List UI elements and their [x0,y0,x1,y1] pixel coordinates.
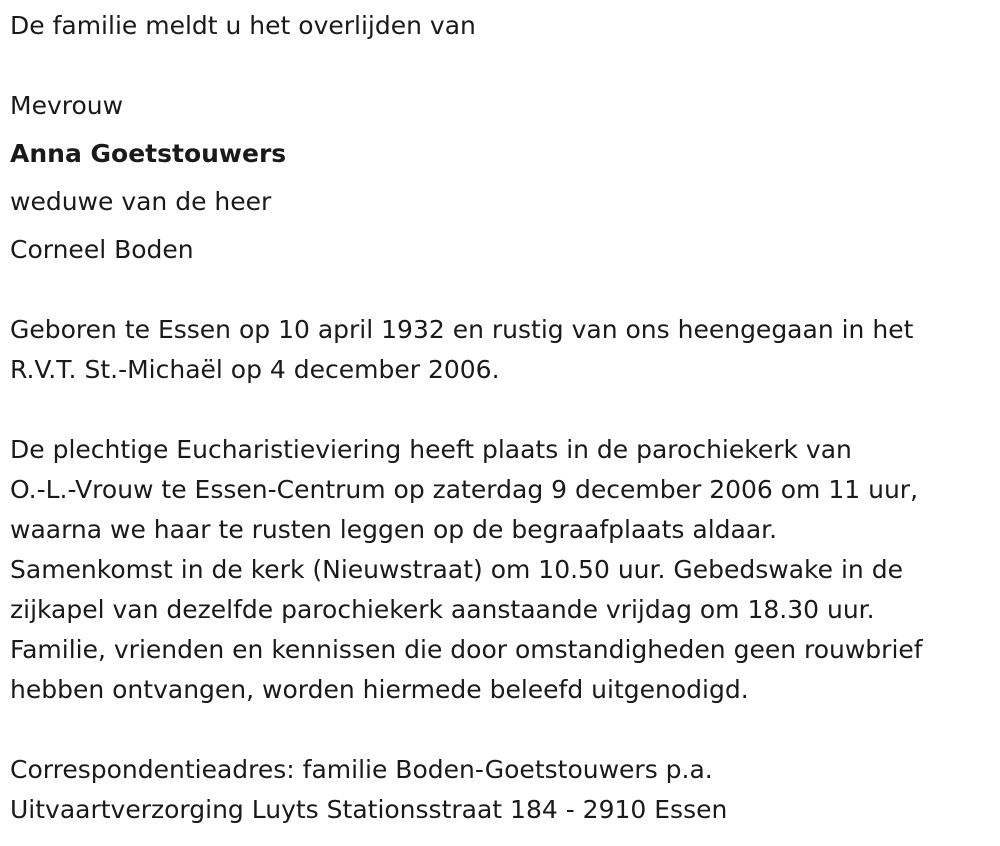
intro-text: De familie meldt u het overlijden van [10,11,476,40]
ceremony-line: waarna we haar te rusten leggen op de begraafplaats aldaar. [10,515,778,544]
ceremony-line: hebben ontvangen, worden hiermede beleefd uitgenodigd. [10,675,749,704]
widow-of-text: weduwe van de heer [10,187,272,216]
ceremony-line: O.-L.-Vrouw te Essen-Centrum op zaterdag 9 december 2006 om 11 uur, [10,475,919,504]
correspondence-line: Correspondentieadres: familie Boden-Goetstouwers p.a. [10,755,713,784]
deceased-name: Anna Goetstouwers [10,139,287,168]
birth-death-line: R.V.T. St.-Michaël op 4 december 2006. [10,355,500,384]
birth-death-line: Geboren te Essen op 10 april 1932 en rustig van ons heengegaan in het [10,315,914,344]
ceremony-line: Familie, vrienden en kennissen die door omstandigheden geen rouwbrief [10,635,923,664]
ceremony-line: De plechtige Eucharistieviering heeft plaats in de parochiekerk van [10,435,852,464]
salutation: Mevrouw [10,91,124,120]
correspondence-line: Uitvaartverzorging Luyts Stationsstraat 184 - 2910 Essen [10,795,728,824]
ceremony-line: zijkapel van dezelfde parochiekerk aanstaande vrijdag om 18.30 uur. [10,595,875,624]
ceremony-line: Samenkomst in de kerk (Nieuwstraat) om 10.50 uur. Gebedswake in de [10,555,903,584]
spouse-name: Corneel Boden [10,235,194,264]
